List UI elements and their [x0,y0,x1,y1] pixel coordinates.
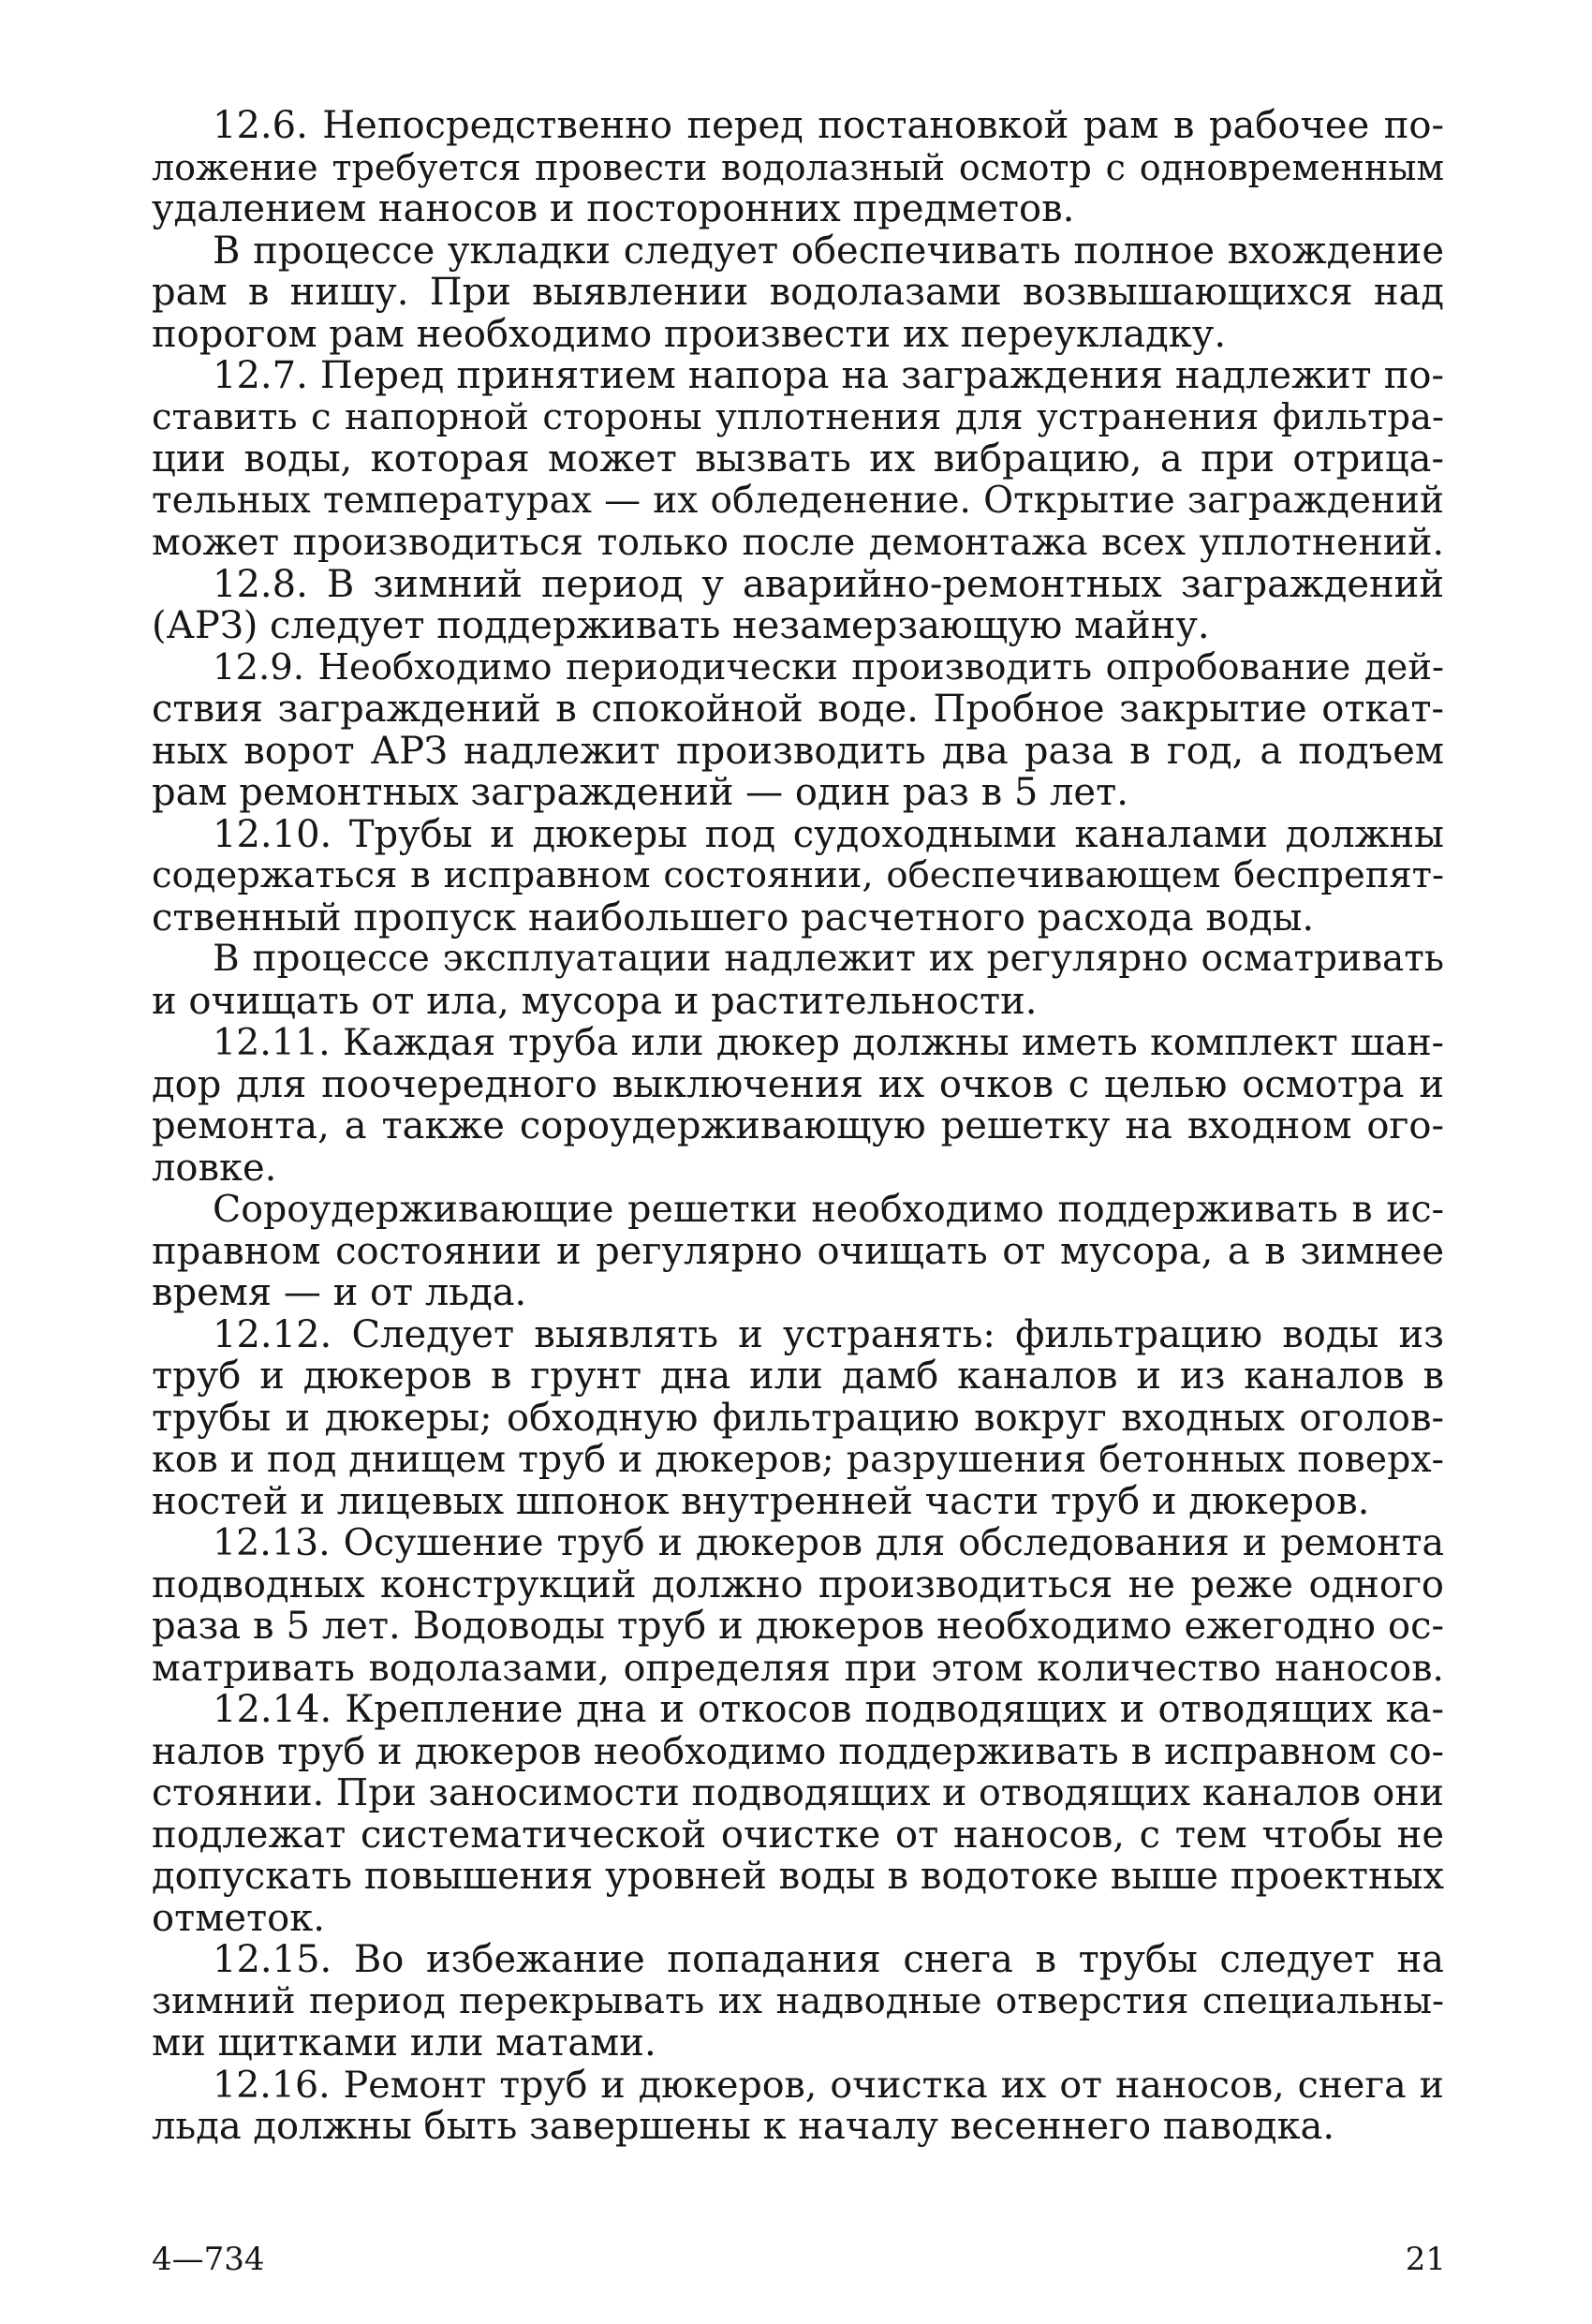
text-line: 12.14. Крепление дна и откосов подводящих и отводящих ка- [213,1688,1444,1731]
text-line: подводных конструкций должно производиться не реже одного [152,1562,1444,1606]
text-line: 12.12. Следует выявлять и устранять: фильтрацию воды из [213,1312,1444,1356]
text-line: рам ремонтных заграждений — один раз в 5 лет. [152,771,1128,814]
text-line: 12.7. Перед принятием напора на заграждения надлежит по- [213,354,1444,397]
text-line: ностей и лицевых шпонок внутренней части труб и дюкеров. [152,1479,1370,1523]
text-line: стоянии. При заносимости подводящих и отводящих каналов они [152,1771,1444,1814]
text-line: 12.8. В зимний период у аварийно-ремонтных заграждений [213,562,1444,606]
text-line: время — и от льда. [152,1271,527,1314]
text-line: ции воды, которая может вызвать их вибрацию, а при отрица- [152,437,1444,481]
text-line: 12.10. Трубы и дюкеры под судоходными каналами должны [213,812,1444,856]
text-line: тельных температурах — их обледенение. Открытие заграждений [152,479,1444,522]
text-line: 12.6. Непосредственно перед постановкой рам в рабочее по- [213,104,1444,147]
text-line: 12.15. Во избежание попадания снега в трубы следует на [213,1938,1444,1981]
text-line: дор для поочередного выключения их очков с целью осмотра и [152,1062,1444,1106]
text-line: порогом рам необходимо произвести их переукладку. [152,312,1227,356]
text-line: может производиться только после демонтажа всех уплотнений. [152,521,1444,564]
text-line: раза в 5 лет. Водоводы труб и дюкеров необходимо ежегодно ос- [152,1605,1444,1648]
text-line: зимний период перекрывать их надводные отверстия специальны- [152,1979,1444,2022]
page-number: 21 [1405,2241,1446,2278]
text-line: матривать водолазами, определяя при этом количество наносов. [152,1646,1444,1690]
text-line: (АРЗ) следует поддерживать незамерзающую майну. [152,604,1210,647]
text-line: ков и под днищем труб и дюкеров; разрушения бетонных поверх- [152,1438,1444,1481]
text-line: ловке. [152,1146,277,1190]
text-line: 12.13. Осушение труб и дюкеров для обследования и ремонта [213,1521,1444,1564]
text-line: ствия заграждений в спокойной воде. Пробное закрытие откат- [152,688,1444,731]
text-line: 12.9. Необходимо периодически производить опробование дей- [213,645,1444,688]
text-line: отметок. [152,1896,325,1940]
sheet-mark: 4—734 [152,2241,265,2278]
text-line: В процессе эксплуатации надлежит их регулярно осматривать [213,938,1444,980]
text-line: содержаться в исправном состоянии, обеспечивающем беспрепят- [152,854,1444,896]
text-line: ственный пропуск наибольшего расчетного расхода воды. [152,896,1315,940]
text-line: В процессе укладки следует обеспечивать полное вхождение [213,229,1444,273]
text-line: удалением наносов и посторонних предметов. [152,187,1075,230]
text-line: ремонта, а также сороудерживающую решетку на входном ого- [152,1104,1444,1147]
text-line: трубы и дюкеры; обходную фильтрацию вокруг входных оголов- [152,1396,1444,1440]
text-line: 12.11. Каждая труба или дюкер должны иметь комплект шан- [213,1021,1444,1064]
text-line: допускать повышения уровней воды в водотоке выше проектных [152,1855,1444,1898]
text-line: налов труб и дюкеров необходимо поддерживать в исправном со- [152,1729,1444,1773]
text-line: ставить с напорной стороны уплотнения для устранения фильтра- [152,395,1444,438]
text-line: ложение требуется провести водолазный осмотр с одновременным [152,146,1444,188]
text-line: правном состоянии и регулярно очищать от мусора, а в зимнее [152,1229,1444,1273]
text-line: труб и дюкеров в грунт дна или дамб каналов и из каналов в [152,1354,1444,1398]
text-line: ных ворот АРЗ надлежит производить два раза в год, а подъем [152,729,1444,773]
text-line: ми щитками или матами. [152,2021,656,2065]
text-line: рам в нишу. При выявлении водолазами возвышающихся над [152,271,1444,314]
text-line: льда должны быть завершены к началу весеннего паводка. [152,2105,1335,2148]
text-line: 12.16. Ремонт труб и дюкеров, очистка их от наносов, снега и [213,2063,1444,2107]
text-line: и очищать от ила, мусора и растительности. [152,979,1038,1023]
text-line: подлежат систематической очистке от наносов, с тем чтобы не [152,1813,1444,1857]
text-body [152,105,1444,2148]
text-line: Сороудерживающие решетки необходимо поддерживать в ис- [213,1188,1444,1231]
